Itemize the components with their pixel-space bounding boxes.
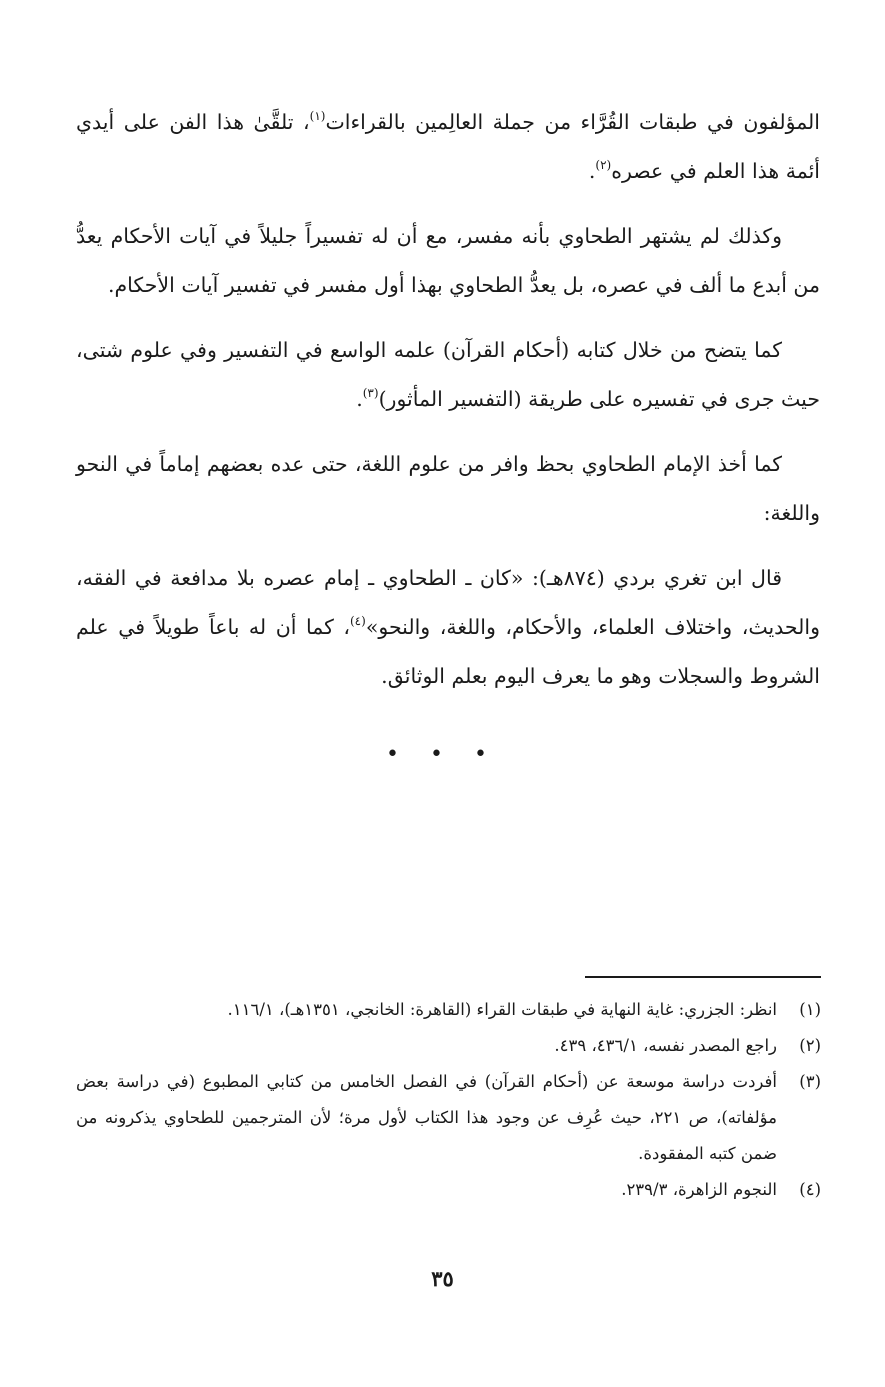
paragraph-text: وكذلك لم يشتهر الطحاوي بأنه مفسر، مع أن له تفسيراً جليلاً في آيات الأحكام يعدُّ من أبدع ما ألف في عصره، بل يعدُّ الطحاوي بهذا أول مفسر في تفسير آيات الأحكام. <box>76 224 820 297</box>
page-number: ٣٥ <box>431 1266 454 1291</box>
footnote-2 <box>76 1028 821 1064</box>
footnote-number: (١) <box>799 1000 821 1019</box>
footnote-ref-4[interactable]: (٤) <box>349 614 366 628</box>
paragraph-2 <box>76 212 820 310</box>
section-separator: • • • <box>386 742 499 767</box>
main-text <box>76 98 820 717</box>
footnote-ref-2[interactable]: (٢) <box>595 158 612 172</box>
footnotes <box>76 992 821 1208</box>
footnote-ref-3[interactable]: (٣) <box>362 386 379 400</box>
footnote-number: (٣) <box>799 1072 821 1091</box>
paragraph-text: كما أخذ الإمام الطحاوي بحظ وافر من علوم اللغة، حتى عده بعضهم إماماً في النحو واللغة: <box>76 452 820 525</box>
footnote-number: (٢) <box>799 1036 821 1055</box>
footnote-text: أفردت دراسة موسعة عن (أحكام القرآن) في الفصل الخامس من كتابي المطبوع (في دراسة بعض مؤلفاته)، ص ٢٢١، حيث عُرِف عن وجود هذا الكتاب لأول مرة؛ لأن المترجمين للطحاوي يذكرونه من ضمن كتبه المفقودة. <box>76 1072 777 1163</box>
paragraph-4 <box>76 440 820 538</box>
paragraph-text: . <box>588 159 596 183</box>
paragraph-3 <box>76 326 820 424</box>
footnote-number: (٤) <box>799 1180 821 1199</box>
paragraph-5 <box>76 554 820 701</box>
paragraph-text: . <box>356 387 363 411</box>
footnote-text: النجوم الزاهرة، ٢٣٩/٣. <box>621 1180 777 1199</box>
footnote-ref-1[interactable]: (١) <box>309 109 326 123</box>
paragraph-text: كما يتضح من خلال كتابه (أحكام القرآن) علمه الواسع في التفسير وفي علوم شتى، حيث جرى في تفسيره على طريقة (التفسير المأثور) <box>76 338 820 411</box>
paragraph-text: المؤلفون في طبقات القُرَّاء من جملة العالِمين بالقراءات <box>325 110 820 134</box>
footnote-divider <box>585 976 821 978</box>
footnote-text: راجع المصدر نفسه، ٤٣٦/١، ٤٣٩. <box>554 1036 777 1055</box>
footnote-1 <box>76 992 821 1028</box>
paragraph-1 <box>76 98 820 196</box>
paragraph-text: ، تلقَّىٰ هذا الفن على أيدي أئمة هذا العلم في عصره <box>76 110 820 183</box>
footnote-3 <box>76 1064 821 1172</box>
footnote-text: انظر: الجزري: غاية النهاية في طبقات القراء (القاهرة: الخانجي، ١٣٥١هـ)، ١١٦/١. <box>227 1000 777 1019</box>
paragraph-text: ، كما أن له باعاً طويلاً في علم الشروط والسجلات وهو ما يعرف اليوم بعلم الوثائق. <box>76 615 820 688</box>
paragraph-text: قال ابن تغري بردي (٨٧٤هـ): «كان ـ الطحاوي ـ إمام عصره بلا مدافعة في الفقه، والحديث، واختلاف العلماء، والأحكام، واللغة، والنحو» <box>76 566 820 639</box>
footnote-4 <box>76 1172 821 1208</box>
